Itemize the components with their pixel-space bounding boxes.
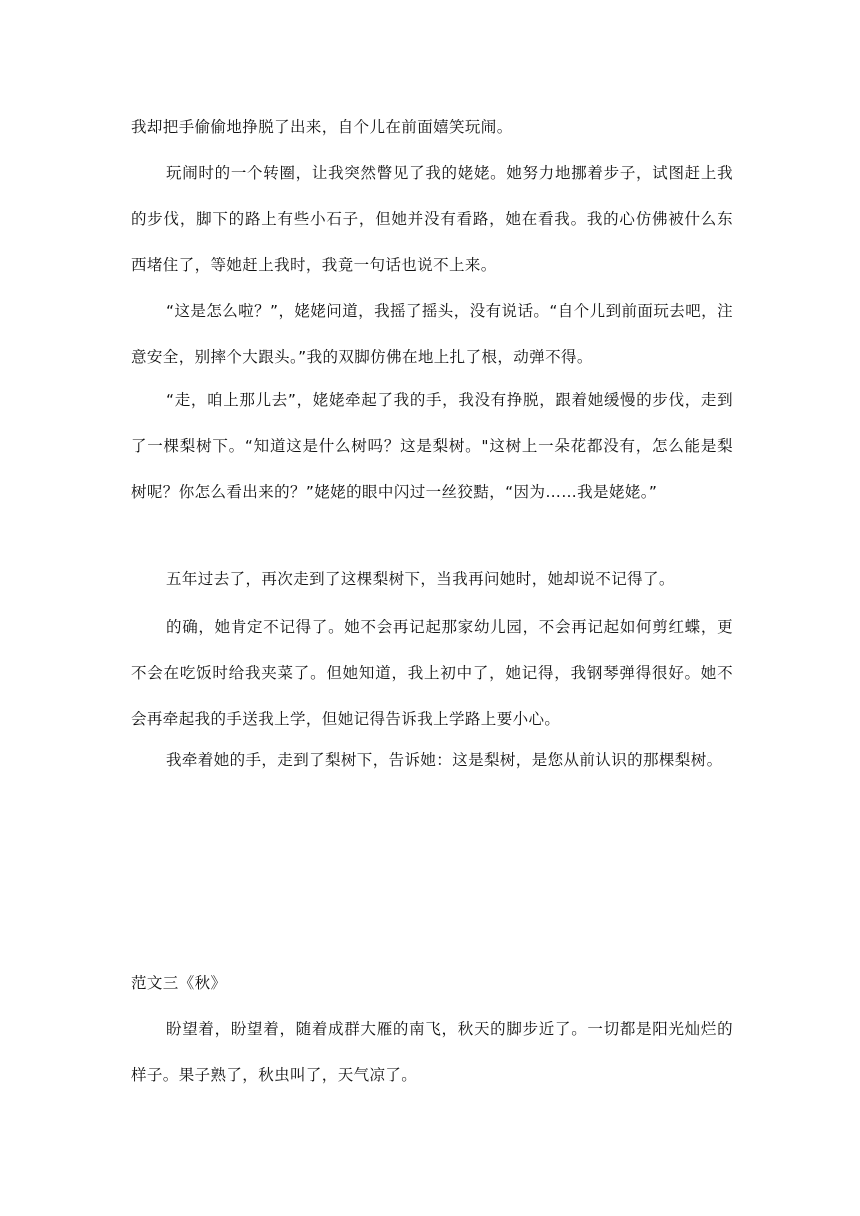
paragraph-7: 我牵着她的手，走到了梨树下，告诉她：这是梨树，是您从前认识的那棵梨树。 [166,751,723,769]
paragraph-4: “走，咱上那儿去”，姥姥牵起了我的手，我没有挣脱，跟着她缓慢的步伐，走到了一棵梨树下。“知道这是什么树吗？这是梨树。"这树上一朵花都没有，怎么能是梨树呢？你怎么看出来的？”姥姥的眼中闪过一丝狡黠，“因为……我是姥姥。” [131,391,733,501]
paragraph-6: 的确，她肯定不记得了。她不会再记起那家幼儿园，不会再记起如何剪红蝶，更不会在吃饭时给我夹菜了。但她知道，我上初中了，她记得，我钢琴弹得很好。她不会再牵起我的手送我上学，但她记得告诉我上学路上要小心。 [131,618,733,728]
paragraph-2: 玩闹时的一个转圈，让我突然瞥见了我的姥姥。她努力地挪着步子，试图赶上我的步伐，脚下的路上有些小石子，但她并没有看路，她在看我。我的心仿佛被什么东西堵住了，等她赶上我时，我竟一句话也说不上来。 [131,164,733,274]
paragraph-5: 五年过去了，再次走到了这棵梨树下，当我再问她时，她却说不记得了。 [166,570,675,588]
paragraph-1: 我却把手偷偷地挣脱了出来，自个儿在前面嬉笑玩闹。 [131,118,513,136]
article-three-paragraph-1: 盼望着，盼望着，随着成群大雁的南飞，秋天的脚步近了。一切都是阳光灿烂的样子。果子熟了，秋虫叫了，天气凉了。 [131,1020,733,1084]
article-three-title: 范文三《秋》 [131,974,227,992]
paragraph-3: “这是怎么啦？”，姥姥问道，我摇了摇头，没有说话。“自个儿到前面玩去吧，注意安全，别摔个大跟头。”我的双脚仿佛在地上扎了根，动弹不得。 [131,302,733,366]
